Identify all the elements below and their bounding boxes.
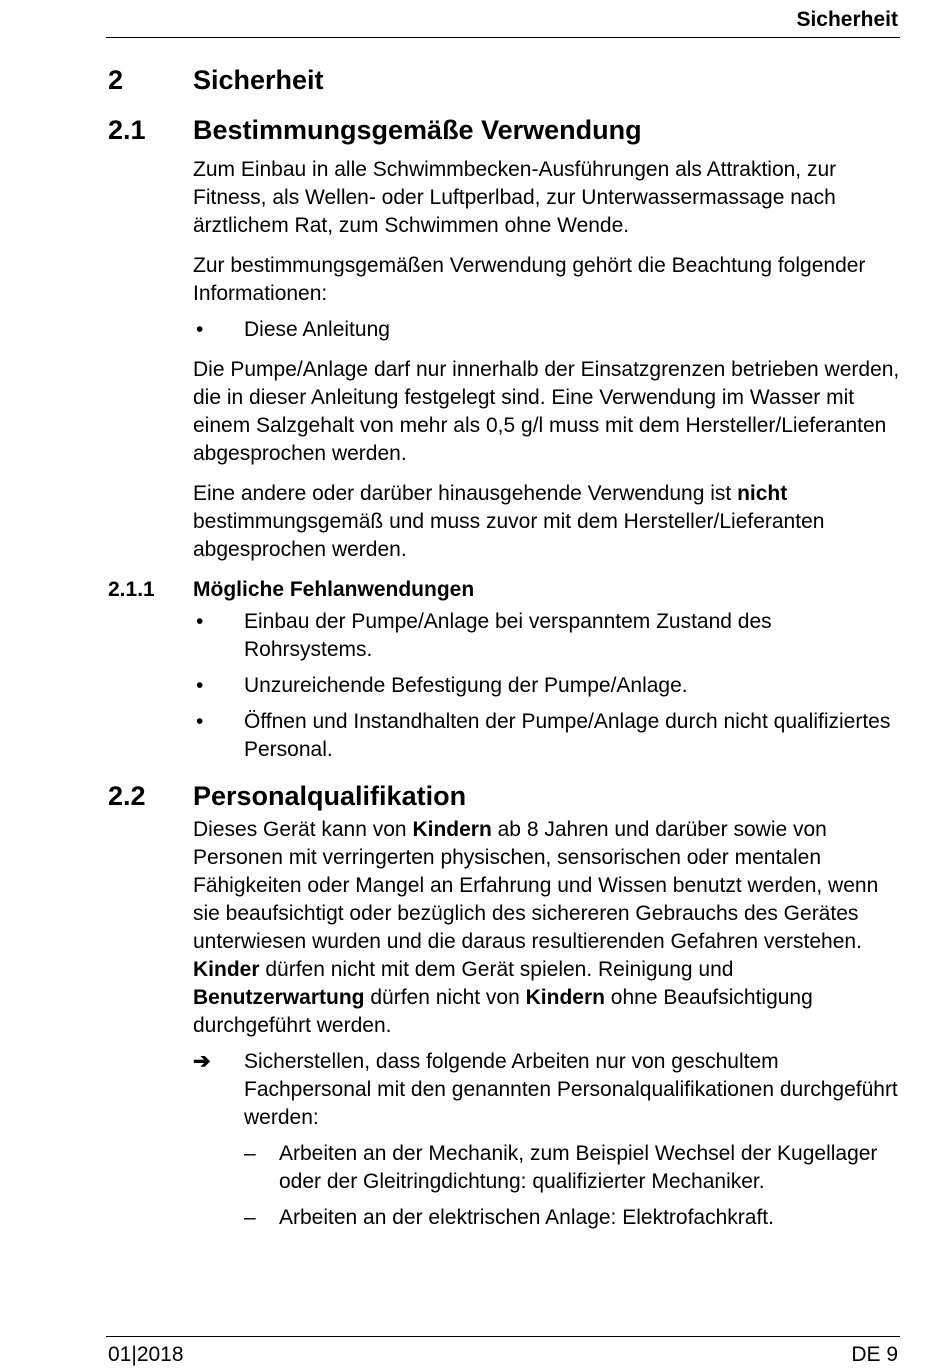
chapter-title: Sicherheit	[193, 65, 324, 95]
text-run: ohne Beaufsichtigung durchgeführt werden.	[193, 986, 813, 1037]
list-item-text: Unzureichende Befestigung der Pumpe/Anlage.	[244, 674, 688, 697]
subsection-title: Mögliche Fehlanwendungen	[193, 578, 475, 601]
footer-divider	[106, 1336, 900, 1337]
list-item	[193, 672, 903, 700]
bullet-mark: •	[196, 318, 204, 341]
bullet-mark: •	[196, 710, 204, 733]
list-item-text: Öffnen und Instandhalten der Pumpe/Anlage durch nicht qualifiziertes Personal.	[244, 710, 891, 761]
action-step-text: Sicherstellen, dass folgende Arbeiten nur von geschultem Fachpersonal mit den genannten Personalqualifikationen durchgeführt werden:	[244, 1050, 898, 1129]
text-run: Eine andere oder darüber hinausgehende Verwendung ist	[193, 482, 738, 505]
page-content	[108, 62, 903, 1232]
paragraph-information: Zur bestimmungsgemäßen Verwendung gehört die Beachtung folgender Informationen:	[193, 254, 866, 305]
section-number: 2.2	[108, 781, 146, 811]
bullet-mark: •	[196, 610, 204, 633]
list-item-text: Einbau der Pumpe/Anlage bei verspanntem Zustand des Rohrsystems.	[244, 610, 772, 661]
bold-text: Kinder	[193, 958, 260, 981]
dash-list-item	[244, 1204, 903, 1232]
dash-list-item-text: Arbeiten an der Mechanik, zum Beispiel Wechsel der Kugellager oder der Gleitringdichtung: qualifizierter Mechaniker.	[279, 1142, 878, 1193]
text-run: dürfen nicht von	[364, 986, 526, 1009]
running-header: Sicherheit	[796, 8, 898, 31]
section-title: Bestimmungsgemäße Verwendung	[193, 115, 642, 145]
arrow-right-icon: ➔	[193, 1050, 211, 1073]
bold-text: nicht	[737, 482, 788, 505]
bold-text: Benutzerwartung	[193, 986, 365, 1009]
section-title: Personalqualifikation	[193, 781, 467, 811]
dash-list-item	[244, 1140, 903, 1196]
text-run: Dieses Gerät kann von	[193, 818, 413, 841]
list-item	[193, 316, 903, 344]
bold-text: Kindern	[412, 818, 492, 841]
paragraph-usage: Zum Einbau in alle Schwimmbecken-Ausführungen als Attraktion, zur Fitness, als Wellen- oder Luftperlbad, zur Unterwassermassage nach ärztlichem Rat, zum Schwimmen ohne Wende.	[193, 158, 837, 237]
list-item	[193, 608, 903, 664]
action-step	[193, 1048, 903, 1132]
header-divider	[106, 37, 900, 38]
dash-mark: –	[244, 1142, 256, 1165]
section-heading-2-1	[108, 112, 903, 148]
dash-list-item-text: Arbeiten an der elektrischen Anlage: Elektrofachkraft.	[279, 1206, 774, 1229]
bold-text: Kindern	[525, 986, 605, 1009]
subsection-heading-2-1-1	[108, 576, 903, 604]
text-run: ab 8 Jahren und darüber sowie von Personen mit verringerten physischen, sensorischen oder mentalen Fähigkeiten oder Mangel an Erfahrung und Wissen benutzt werden, wenn sie beaufsichtigt oder bezüglich des sichereren Gebrauchs des Gerätes unterwiesen wurden und die daraus resultierenden Gefahren verstehen.	[193, 818, 879, 953]
list-item-text: Diese Anleitung	[244, 318, 390, 341]
text-run: bestimmungsgemäß und muss zuvor mit dem Hersteller/Lieferanten abgesprochen werden.	[193, 510, 825, 561]
chapter-heading	[108, 62, 903, 98]
paragraph-other-use	[193, 480, 903, 564]
list-item	[193, 708, 903, 764]
subsection-number: 2.1.1	[108, 578, 155, 601]
paragraph-qualification	[193, 816, 903, 1040]
footer-date: 01|2018	[108, 1343, 184, 1366]
section-heading-2-2	[108, 778, 903, 814]
page-number: DE 9	[851, 1343, 898, 1366]
dash-mark: –	[244, 1206, 256, 1229]
bullet-mark: •	[196, 674, 204, 697]
section-number: 2.1	[108, 115, 146, 145]
chapter-number: 2	[108, 65, 124, 95]
paragraph-limits: Die Pumpe/Anlage darf nur innerhalb der Einsatzgrenzen betrieben werden, die in dieser Anleitung festgelegt sind. Eine Verwendung im Wasser mit einem Salzgehalt von mehr als 0,5 g/l muss mit dem Hersteller/Lieferanten abgesprochen werden.	[193, 358, 900, 465]
text-run: dürfen nicht mit dem Gerät spielen. Reinigung und	[259, 958, 734, 981]
